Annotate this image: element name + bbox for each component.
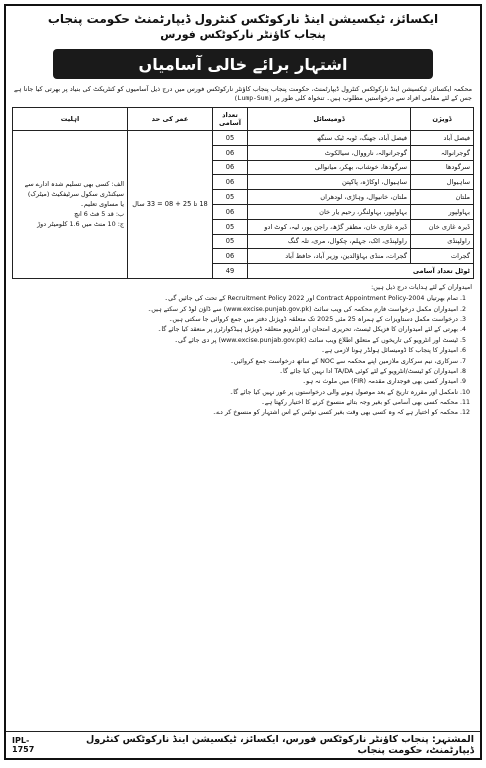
division-cell: ملتان (411, 190, 474, 205)
instructions-lead: امیدواران کے لئے ہدایات درج ذیل ہیں: (371, 283, 472, 291)
qty-cell: 05 (213, 190, 248, 205)
ipl-code: IPL-1757 (12, 736, 35, 754)
domicile-cell: ملتان، خانیوال، وہاڑی، لودھراں (248, 190, 411, 205)
advertisement-page (4, 4, 482, 760)
total-label: ٹوٹل تعداد آسامی (248, 264, 474, 279)
qty-cell: 06 (213, 160, 248, 175)
table-header-row (13, 108, 474, 131)
footer (6, 731, 480, 758)
division-cell: ڈیرہ غازی خان (411, 219, 474, 234)
qty-cell: 05 (213, 219, 248, 234)
list-item: 5. ٹیسٹ اور انٹرویو کی تاریخوں کے متعلق اطلاع ویب سائٹ (www.excise.punjab.gov.pk) پر دی جائے گی۔ (14, 336, 458, 345)
domicile-cell: گوجرانوالہ، نارووال، سیالکوٹ (248, 145, 411, 160)
domicile-cell: سرگودھا، خوشاب، بھکر، میانوالی (248, 160, 411, 175)
list-item: 9. امیدوار کسی بھی فوجداری مقدمہ (FIR) میں ملوث نہ ہو۔ (14, 377, 458, 386)
qty-cell: 05 (213, 131, 248, 146)
vacancy-table (12, 107, 474, 279)
domicile-cell: ڈیرہ غازی خان، مظفر گڑھ، راجن پور، لیہ، کوٹ ادو (248, 219, 411, 234)
domicile-cell: راولپنڈی، اٹک، جہلم، چکوال، مری، تلہ گنگ (248, 234, 411, 249)
lump-sum-label: (Lump-Sum) (233, 94, 273, 102)
list-item: 8. امیدواران کو ٹیسٹ/انٹرویو کے لئے کوئی TA/DA ادا نہیں کیا جائے گا۔ (14, 367, 458, 376)
table-row (13, 131, 474, 146)
header (6, 12, 480, 41)
instructions-list (14, 294, 472, 418)
col-age: عمر کی حد (128, 108, 213, 131)
age-cell: 18 تا 25 + 08 = 33 سال (128, 131, 213, 279)
list-item: 2. امیدواران مکمل درخواست فارم محکمہ کی ویب سائٹ (www.excise.punjab.gov.pk) سے ڈاؤن لوڈ کر سکتے ہیں۔ (14, 305, 458, 314)
vacancy-banner: اشتہار برائے خالی آسامیاں (53, 49, 433, 79)
division-cell: گوجرانوالہ (411, 145, 474, 160)
col-qualification: اہلیت (13, 108, 128, 131)
list-item: 4. بھرتی کے لئے امیدواران کا فزیکل ٹیسٹ، تحریری امتحان اور انٹرویو متعلقہ ڈویژنل ہیڈکوارٹرز پر منعقد کیا جائے گا۔ (14, 325, 458, 334)
col-qty: تعداد آسامی (213, 108, 248, 131)
qual-line: یا مساوی تعلیم۔ (80, 200, 124, 209)
division-cell: ساہیوال (411, 175, 474, 190)
qualification-cell (13, 131, 128, 279)
list-item: 6. امیدوار کا پنجاب کا ڈومیسائل ہولڈر ہونا لازمی ہے۔ (14, 346, 458, 355)
domicile-cell: فیصل آباد، جھنگ، ٹوبہ ٹیک سنگھ (248, 131, 411, 146)
advertiser-line: المشتہر: پنجاب کاؤنٹر نارکوٹکس فورس، ایکسائز، ٹیکسیشن اینڈ نارکوٹکس کنٹرول ڈیپارٹمنٹ، حکومت پنجاب (85, 734, 474, 756)
col-domicile: ڈومیسائل (248, 108, 411, 131)
division-cell: سرگودھا (411, 160, 474, 175)
header-department: ایکسائز، ٹیکسیشن اینڈ نارکوٹکس کنٹرول ڈیپارٹمنٹ حکومت پنجاب (47, 12, 439, 26)
division-cell: گجرات (411, 249, 474, 264)
qual-line: ج: 10 منٹ میں 1.6 کلومیٹر دوڑ (37, 220, 124, 229)
list-item: 10. نامکمل اور مقررہ تاریخ کے بعد موصول ہونے والی درخواستوں پر غور نہیں کیا جائے گا۔ (14, 388, 458, 397)
intro-text: محکمہ ایکسائز، ٹیکسیشن اینڈ نارکوٹکس کنٹرول ڈیپارٹمنٹ، حکومت پنجاب پنجاب کاؤنٹر نارکوٹکس فورس میں درج ذیل آسامیوں کو کنٹریکٹ کی بنیاد پر بھرتی کیا جانا ہے جس کے لئے مقامی افراد سے درخواستیں مطلوب ہیں۔ تنخواہ کلی طور پر (14, 85, 472, 102)
list-item: 12. محکمہ کو اختیار ہے کہ وہ کسی بھی وقت بغیر کسی نوٹس کے اس اشتہار کو منسوخ کر دے۔ (14, 408, 458, 417)
division-cell: بہاولپور (411, 204, 474, 219)
qual-line: الف: کسی بھی تسلیم شدہ ادارے سے سیکنڈری سکول سرٹیفکیٹ (میٹرک) (24, 180, 124, 199)
list-item: 3. درخواست مکمل دستاویزات کے ہمراہ 25 مئی 2025 تک متعلقہ ڈویژنل دفتر میں جمع کروائی جا سکتی ہیں۔ (14, 315, 458, 324)
domicile-cell: ساہیوال، اوکاڑہ، پاکپتن (248, 175, 411, 190)
qty-cell: 06 (213, 204, 248, 219)
qty-cell: 06 (213, 175, 248, 190)
qty-cell: 05 (213, 234, 248, 249)
domicile-cell: بہاولپور، بہاولنگر، رحیم یار خان (248, 204, 411, 219)
qty-cell: 06 (213, 145, 248, 160)
qual-line: ب: قد 5 فٹ 6 انچ (74, 210, 124, 219)
domicile-cell: گجرات، منڈی بہاؤالدین، وزیر آباد، حافظ آباد (248, 249, 411, 264)
division-cell: فیصل آباد (411, 131, 474, 146)
list-item: 7. سرکاری، نیم سرکاری ملازمین اپنے محکمہ سے NOC کے ساتھ درخواست جمع کروائیں۔ (14, 357, 458, 366)
division-cell: راولپنڈی (411, 234, 474, 249)
total-value: 49 (213, 264, 248, 279)
col-division: ڈویژن (411, 108, 474, 131)
qty-cell: 06 (213, 249, 248, 264)
intro-paragraph (6, 85, 480, 103)
list-item: 11. محکمہ کسی بھی آسامی کو بغیر وجہ بتائے منسوخ کرنے کا اختیار رکھتا ہے۔ (14, 398, 458, 407)
instructions (6, 279, 480, 418)
header-force: پنجاب کاؤنٹر نارکوٹکس فورس (160, 28, 326, 41)
list-item: 1. تمام بھرتیاں Contract Appointment Policy-2004 اور Recruitment Policy 2022 کے تحت کی جائیں گی۔ (14, 294, 458, 303)
